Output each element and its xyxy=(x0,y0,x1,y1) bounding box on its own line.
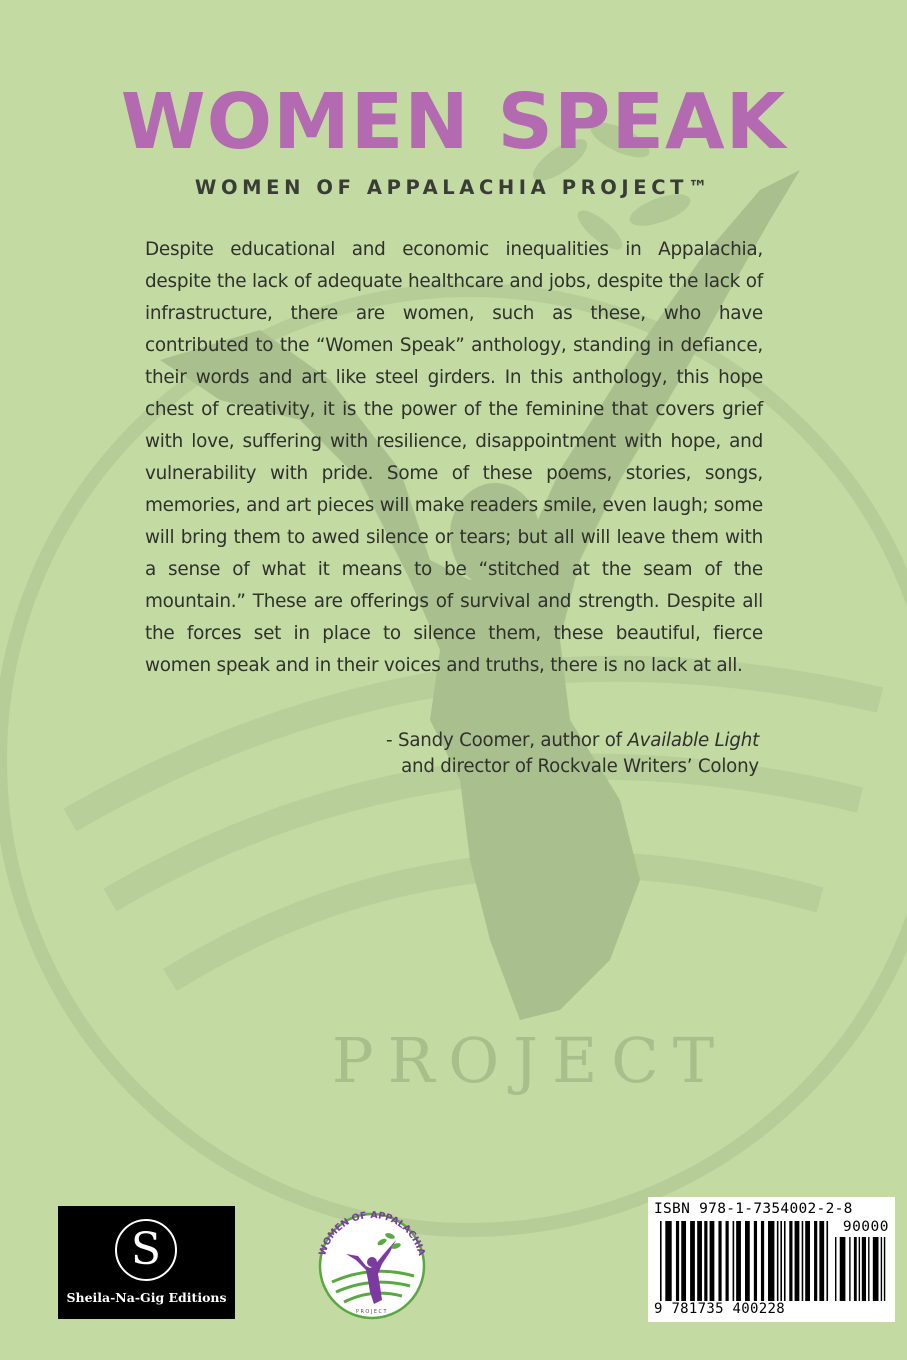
blurb-attribution xyxy=(386,728,759,780)
barcode-bar xyxy=(868,1237,869,1301)
barcode-bar xyxy=(814,1221,817,1301)
watermark-project-text: PROJECT xyxy=(331,1024,729,1097)
barcode-bar xyxy=(840,1237,846,1301)
barcode-bar xyxy=(862,1237,866,1301)
barcode-bar xyxy=(710,1221,715,1301)
barcode-bar xyxy=(754,1221,757,1301)
isbn-number: ISBN 978-1-7354002-2-8 xyxy=(654,1201,853,1217)
barcode-bar xyxy=(777,1221,779,1301)
barcode-bar xyxy=(676,1221,679,1301)
barcode-bar xyxy=(726,1221,729,1301)
barcode-bar xyxy=(704,1221,707,1301)
barcode-bar xyxy=(718,1221,721,1301)
logo-arc-text: WOMEN OF APPALACHIA xyxy=(317,1209,427,1258)
barcode-bar xyxy=(789,1221,792,1301)
barcode-bar xyxy=(784,1221,786,1301)
book-title: WOMEN SPEAK xyxy=(120,78,787,167)
price-code: 90000 xyxy=(842,1219,889,1235)
barcode-bar xyxy=(690,1221,695,1301)
publisher-name: Sheila-Na-Gig Editions xyxy=(66,1290,227,1305)
barcode-bar xyxy=(802,1221,804,1301)
barcode-bar xyxy=(835,1237,836,1301)
barcode-bar xyxy=(745,1221,750,1301)
barcode-bar xyxy=(873,1237,879,1301)
attribution-line-2: and director of Rockvale Writers’ Colony xyxy=(401,756,759,777)
barcode-bar xyxy=(819,1221,824,1301)
barcode-bar xyxy=(665,1221,671,1301)
barcode-bar xyxy=(660,1221,662,1301)
barcode-bar xyxy=(733,1221,735,1301)
attribution-line-1 xyxy=(386,728,759,754)
publisher-monogram: S xyxy=(115,1219,177,1281)
barcode-bar xyxy=(761,1221,764,1301)
barcode-bars xyxy=(660,1221,830,1303)
back-cover-blurb: Despite educational and economic inequalities in Appalachia, despite the lack of adequate healthcare and jobs, despite the lack of infrastructure, there are women, such as these, who have contributed to the “Women Speak” anthology, standing in defiance, their words and art like steel girders. In this anthology, this hope chest of creativity, it is the power of the feminine that covers grief with love, suffering with resilience, disappointment with hope, and vulnerability with pride. Some of these poems, stories, songs, memories, and art pieces will make readers smile, even laugh; some will bring them to awed silence or tears; but all will leave them with a sense of what it means to be “stitched at the seam of the mountain.” These are offerings of survival and strength. Despite all the forces set in place to silence them, these beautiful, fierce women speak and in their voices and truths, there is no lack at all. xyxy=(145,239,763,676)
book-subtitle: WOMEN OF APPALACHIA PROJECT™ xyxy=(194,176,713,199)
barcode-bar xyxy=(681,1221,686,1301)
attribution-prefix: - Sandy Coomer, author of xyxy=(386,730,628,751)
barcode-bar xyxy=(736,1221,741,1301)
barcode-bar xyxy=(881,1237,882,1301)
barcode-bar xyxy=(859,1237,860,1301)
publisher-logo xyxy=(58,1206,235,1319)
logo-woman-head xyxy=(367,1257,377,1267)
barcode-bar xyxy=(805,1221,810,1301)
barcode-bar xyxy=(849,1237,850,1301)
logo-bottom-text: PROJECT xyxy=(355,1309,389,1315)
barcode-bar xyxy=(826,1221,828,1301)
addon-barcode-bars xyxy=(835,1237,887,1303)
barcode-bar xyxy=(697,1221,702,1301)
isbn-barcode xyxy=(648,1197,895,1322)
barcode-bar xyxy=(768,1221,774,1301)
barcode-digits: 9 781735 400228 xyxy=(654,1301,785,1317)
attribution-book-title: Available Light xyxy=(627,730,759,751)
barcode-bar xyxy=(780,1221,782,1301)
barcode-bar xyxy=(795,1221,800,1301)
barcode-bar xyxy=(854,1237,857,1301)
women-of-appalachia-logo xyxy=(310,1200,434,1324)
barcode-bar xyxy=(884,1237,885,1301)
